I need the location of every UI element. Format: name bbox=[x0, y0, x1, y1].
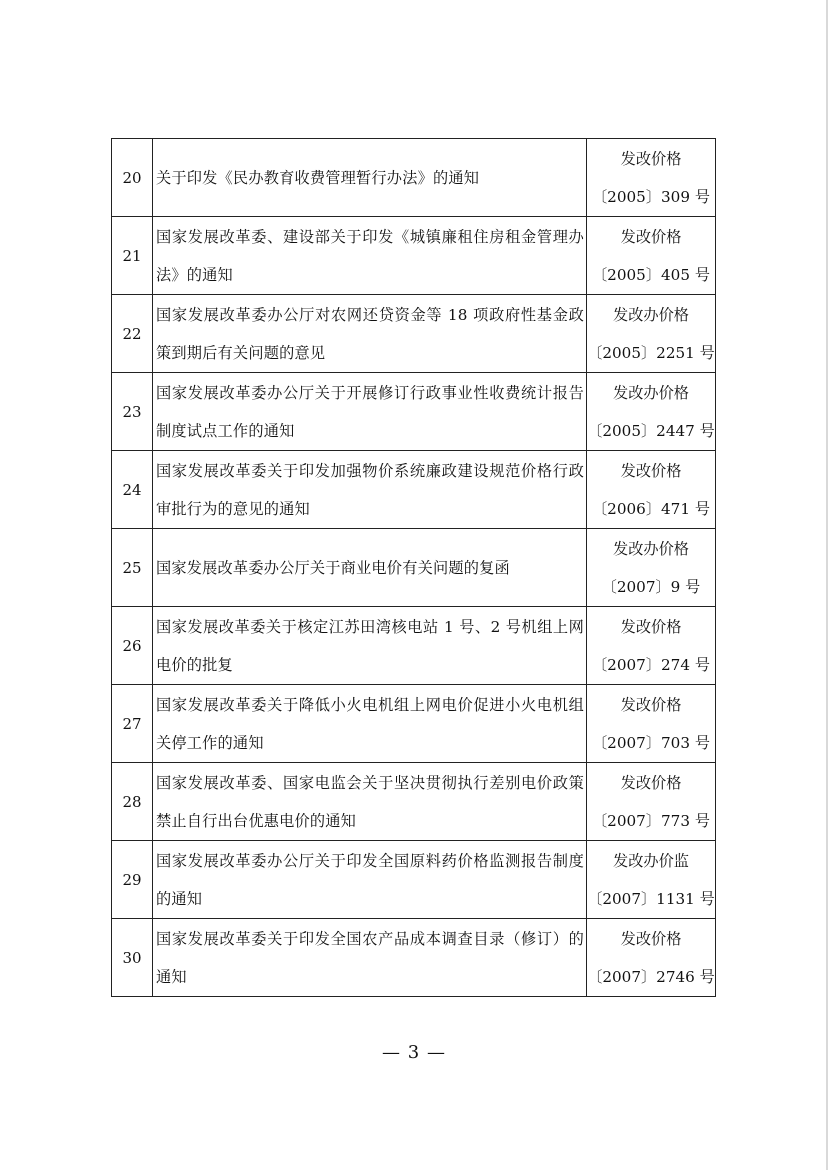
document-title: 国家发展改革委关于降低小火电机组上网电价促进小火电机组关停工作的通知 bbox=[153, 685, 587, 763]
table-row bbox=[112, 373, 716, 451]
document-number bbox=[587, 841, 716, 919]
document-number-prefix: 发改价格 bbox=[620, 227, 682, 246]
document-number bbox=[587, 919, 716, 997]
table-row bbox=[112, 685, 716, 763]
document-number-code: 〔2005〕309 号 bbox=[591, 187, 711, 206]
document-number bbox=[587, 373, 716, 451]
document-number bbox=[587, 685, 716, 763]
table-row bbox=[112, 529, 716, 607]
document-number-prefix: 发改价格 bbox=[620, 461, 682, 480]
document-number-code: 〔2007〕773 号 bbox=[591, 811, 711, 830]
table-row bbox=[112, 919, 716, 997]
document-number bbox=[587, 217, 716, 295]
table-row bbox=[112, 139, 716, 217]
document-title: 国家发展改革委办公厅关于开展修订行政事业性收费统计报告制度试点工作的通知 bbox=[153, 373, 587, 451]
document-list-table bbox=[111, 138, 716, 997]
document-title: 国家发展改革委关于核定江苏田湾核电站 1 号、2 号机组上网电价的批复 bbox=[153, 607, 587, 685]
document-number-code: 〔2007〕2746 号 bbox=[587, 967, 715, 986]
document-title: 国家发展改革委关于印发加强物价系统廉政建设规范价格行政审批行为的意见的通知 bbox=[153, 451, 587, 529]
row-number: 25 bbox=[112, 529, 153, 607]
row-number: 30 bbox=[112, 919, 153, 997]
document-number bbox=[587, 607, 716, 685]
table-row bbox=[112, 841, 716, 919]
document-title: 国家发展改革委、建设部关于印发《城镇廉租住房租金管理办法》的通知 bbox=[153, 217, 587, 295]
row-number: 28 bbox=[112, 763, 153, 841]
document-number-code: 〔2005〕2447 号 bbox=[587, 421, 715, 440]
document-number bbox=[587, 529, 716, 607]
document-number-code: 〔2005〕2251 号 bbox=[587, 343, 715, 362]
document-title: 国家发展改革委办公厅关于印发全国原料药价格监测报告制度的通知 bbox=[153, 841, 587, 919]
document-number-code: 〔2006〕471 号 bbox=[591, 499, 711, 518]
table-row bbox=[112, 763, 716, 841]
document-number-code: 〔2007〕703 号 bbox=[591, 733, 711, 752]
document-number-prefix: 发改价格 bbox=[620, 695, 682, 714]
row-number: 29 bbox=[112, 841, 153, 919]
document-number bbox=[587, 295, 716, 373]
page-number: — 3 — bbox=[382, 1042, 446, 1063]
document-title: 国家发展改革委、国家电监会关于坚决贯彻执行差别电价政策禁止自行出台优惠电价的通知 bbox=[153, 763, 587, 841]
table-row bbox=[112, 607, 716, 685]
document-number-code: 〔2005〕405 号 bbox=[591, 265, 711, 284]
row-number: 22 bbox=[112, 295, 153, 373]
document-number bbox=[587, 139, 716, 217]
document-number-prefix: 发改办价格 bbox=[613, 539, 689, 558]
document-number-prefix: 发改价格 bbox=[620, 773, 682, 792]
document-number bbox=[587, 451, 716, 529]
document-title: 国家发展改革委办公厅对农网还贷资金等 18 项政府性基金政策到期后有关问题的意见 bbox=[153, 295, 587, 373]
table-row bbox=[112, 451, 716, 529]
document-title: 国家发展改革委关于印发全国农产品成本调查目录（修订）的通知 bbox=[153, 919, 587, 997]
row-number: 26 bbox=[112, 607, 153, 685]
document-number-prefix: 发改办价监 bbox=[613, 851, 689, 870]
table-row bbox=[112, 295, 716, 373]
row-number: 27 bbox=[112, 685, 153, 763]
document-number-code: 〔2007〕9 号 bbox=[601, 577, 701, 596]
document-number-prefix: 发改办价格 bbox=[613, 383, 689, 402]
document-title: 国家发展改革委办公厅关于商业电价有关问题的复函 bbox=[153, 529, 587, 607]
table-row bbox=[112, 217, 716, 295]
row-number: 21 bbox=[112, 217, 153, 295]
document-number-prefix: 发改价格 bbox=[620, 617, 682, 636]
row-number: 24 bbox=[112, 451, 153, 529]
document-title: 关于印发《民办教育收费管理暂行办法》的通知 bbox=[153, 139, 587, 217]
document-number-code: 〔2007〕274 号 bbox=[591, 655, 711, 674]
row-number: 23 bbox=[112, 373, 153, 451]
document-number-prefix: 发改价格 bbox=[620, 149, 682, 168]
document-number bbox=[587, 763, 716, 841]
document-number-prefix: 发改价格 bbox=[620, 929, 682, 948]
document-number-prefix: 发改办价格 bbox=[613, 305, 689, 324]
row-number: 20 bbox=[112, 139, 153, 217]
document-number-code: 〔2007〕1131 号 bbox=[587, 889, 715, 908]
